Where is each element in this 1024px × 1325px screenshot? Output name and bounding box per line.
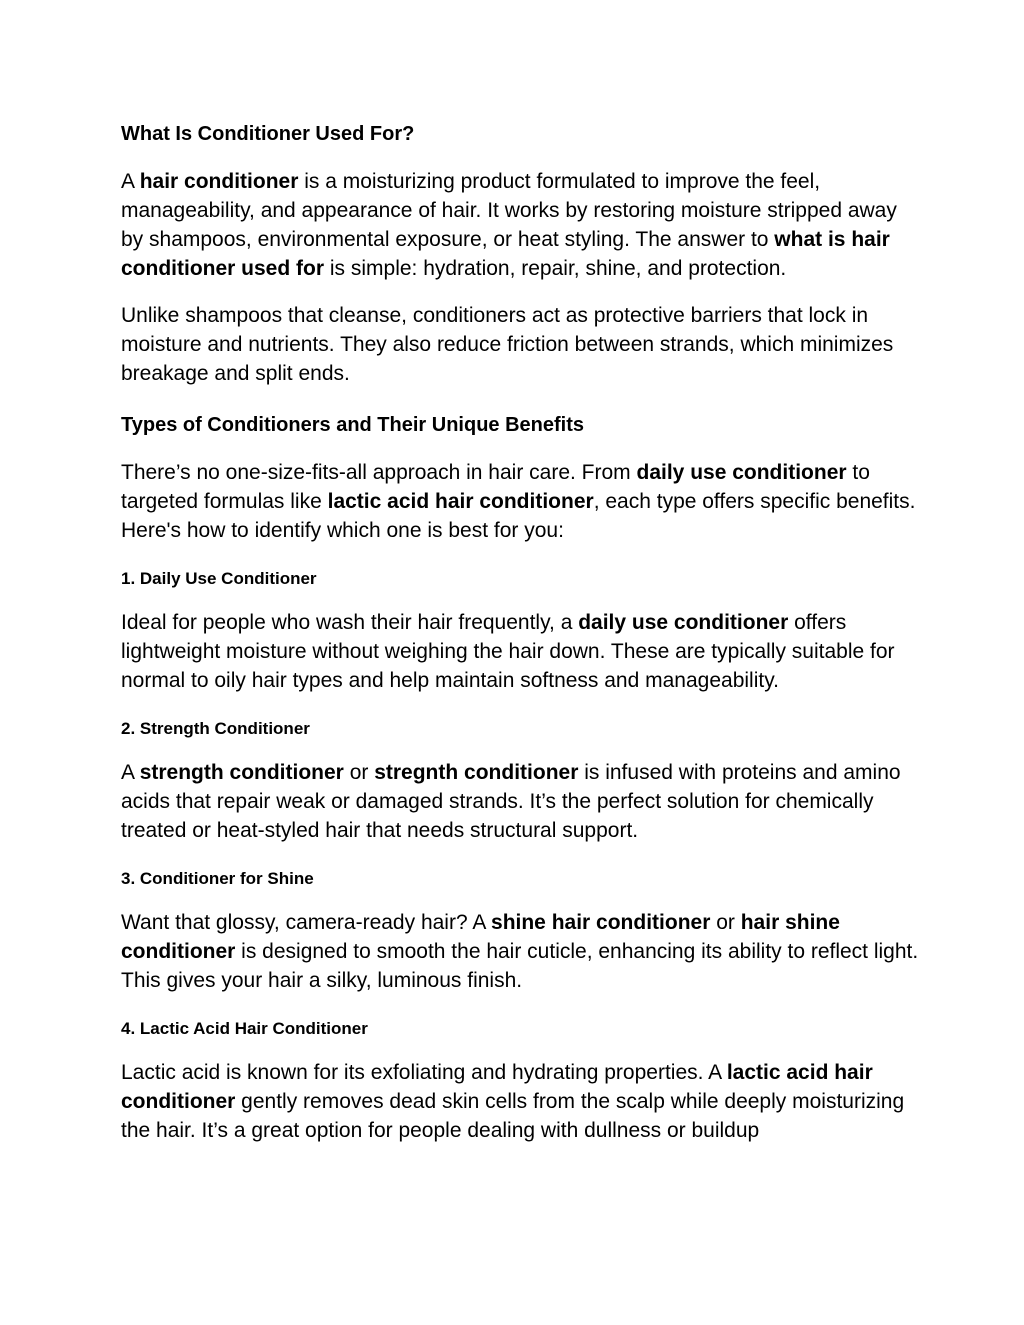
paragraph-types-intro (121, 458, 921, 545)
paragraph-strength (121, 758, 921, 845)
paragraph-shine (121, 908, 921, 995)
text-run: Unlike shampoos that cleanse, conditioners act as protective barriers that lock in moisture and nutrients. They also reduce friction between strands, which minimizes breakage and split ends. (121, 304, 894, 385)
text-run: Want that glossy, camera-ready hair? A (121, 911, 492, 934)
subheading-daily-use: 1. Daily Use Conditioner (121, 569, 317, 588)
text-run: is infused with proteins and amino acids that repair weak or damaged strands. It’s the perfect solution for chemically treated or heat-styled hair that needs structural support. (121, 761, 901, 842)
paragraph-daily-use (121, 608, 921, 695)
text-run: There’s no one-size-fits-all approach in hair care. From (121, 461, 637, 484)
text-run: to targeted formulas like (121, 461, 870, 513)
text-run: Ideal for people who wash their hair frequently, a (121, 611, 579, 634)
text-run: or (343, 761, 375, 784)
text-run: , each type offers specific benefits. Here's how to identify which one is best for you: (121, 490, 916, 542)
bold-text: lactic acid hair conditioner (121, 1061, 873, 1113)
text-run: A (121, 170, 140, 193)
text-run: is designed to smooth the hair cuticle, enhancing its ability to reflect light. This gives your hair a silky, luminous finish. (121, 940, 919, 992)
document-page (121, 120, 921, 1163)
bold-text: hair conditioner (139, 170, 299, 193)
bold-text: what is hair conditioner used for (121, 228, 890, 280)
bold-text: daily use conditioner (636, 461, 847, 484)
bold-text: hair shine conditioner (121, 911, 840, 963)
subheading-shine: 3. Conditioner for Shine (121, 869, 314, 888)
bold-text: stregnth conditioner (374, 761, 579, 784)
paragraph-unlike-shampoos (121, 301, 921, 388)
subheading-strength: 2. Strength Conditioner (121, 719, 310, 738)
heading-what-is-conditioner: What Is Conditioner Used For? (121, 123, 415, 145)
text-run: offers lightweight moisture without weighing the hair down. These are typically suitable for normal to oily hair types and help maintain softness and manageability. (121, 611, 895, 692)
bold-text: shine hair conditioner (491, 911, 711, 934)
text-run: Lactic acid is known for its exfoliating and hydrating properties. A (121, 1061, 727, 1084)
bold-text: daily use conditioner (578, 611, 789, 634)
text-run: A (121, 761, 140, 784)
paragraph-intro (121, 167, 921, 283)
bold-text: strength conditioner (139, 761, 344, 784)
text-run: gently removes dead skin cells from the scalp while deeply moisturizing the hair. It’s a great option for people dealing with dullness or buildup (121, 1090, 905, 1142)
text-run: or (710, 911, 741, 934)
text-run: is a moisturizing product formulated to improve the feel, manageability, and appearance of hair. It works by restoring moisture stripped away by shampoos, environmental exposure, or heat styling. The answer to (121, 170, 897, 251)
bold-text: lactic acid hair conditioner (327, 490, 594, 513)
paragraph-lactic-acid (121, 1058, 921, 1145)
subheading-lactic-acid: 4. Lactic Acid Hair Conditioner (121, 1019, 368, 1038)
heading-types-of-conditioners: Types of Conditioners and Their Unique Benefits (121, 414, 584, 436)
text-run: is simple: hydration, repair, shine, and protection. (324, 257, 787, 280)
